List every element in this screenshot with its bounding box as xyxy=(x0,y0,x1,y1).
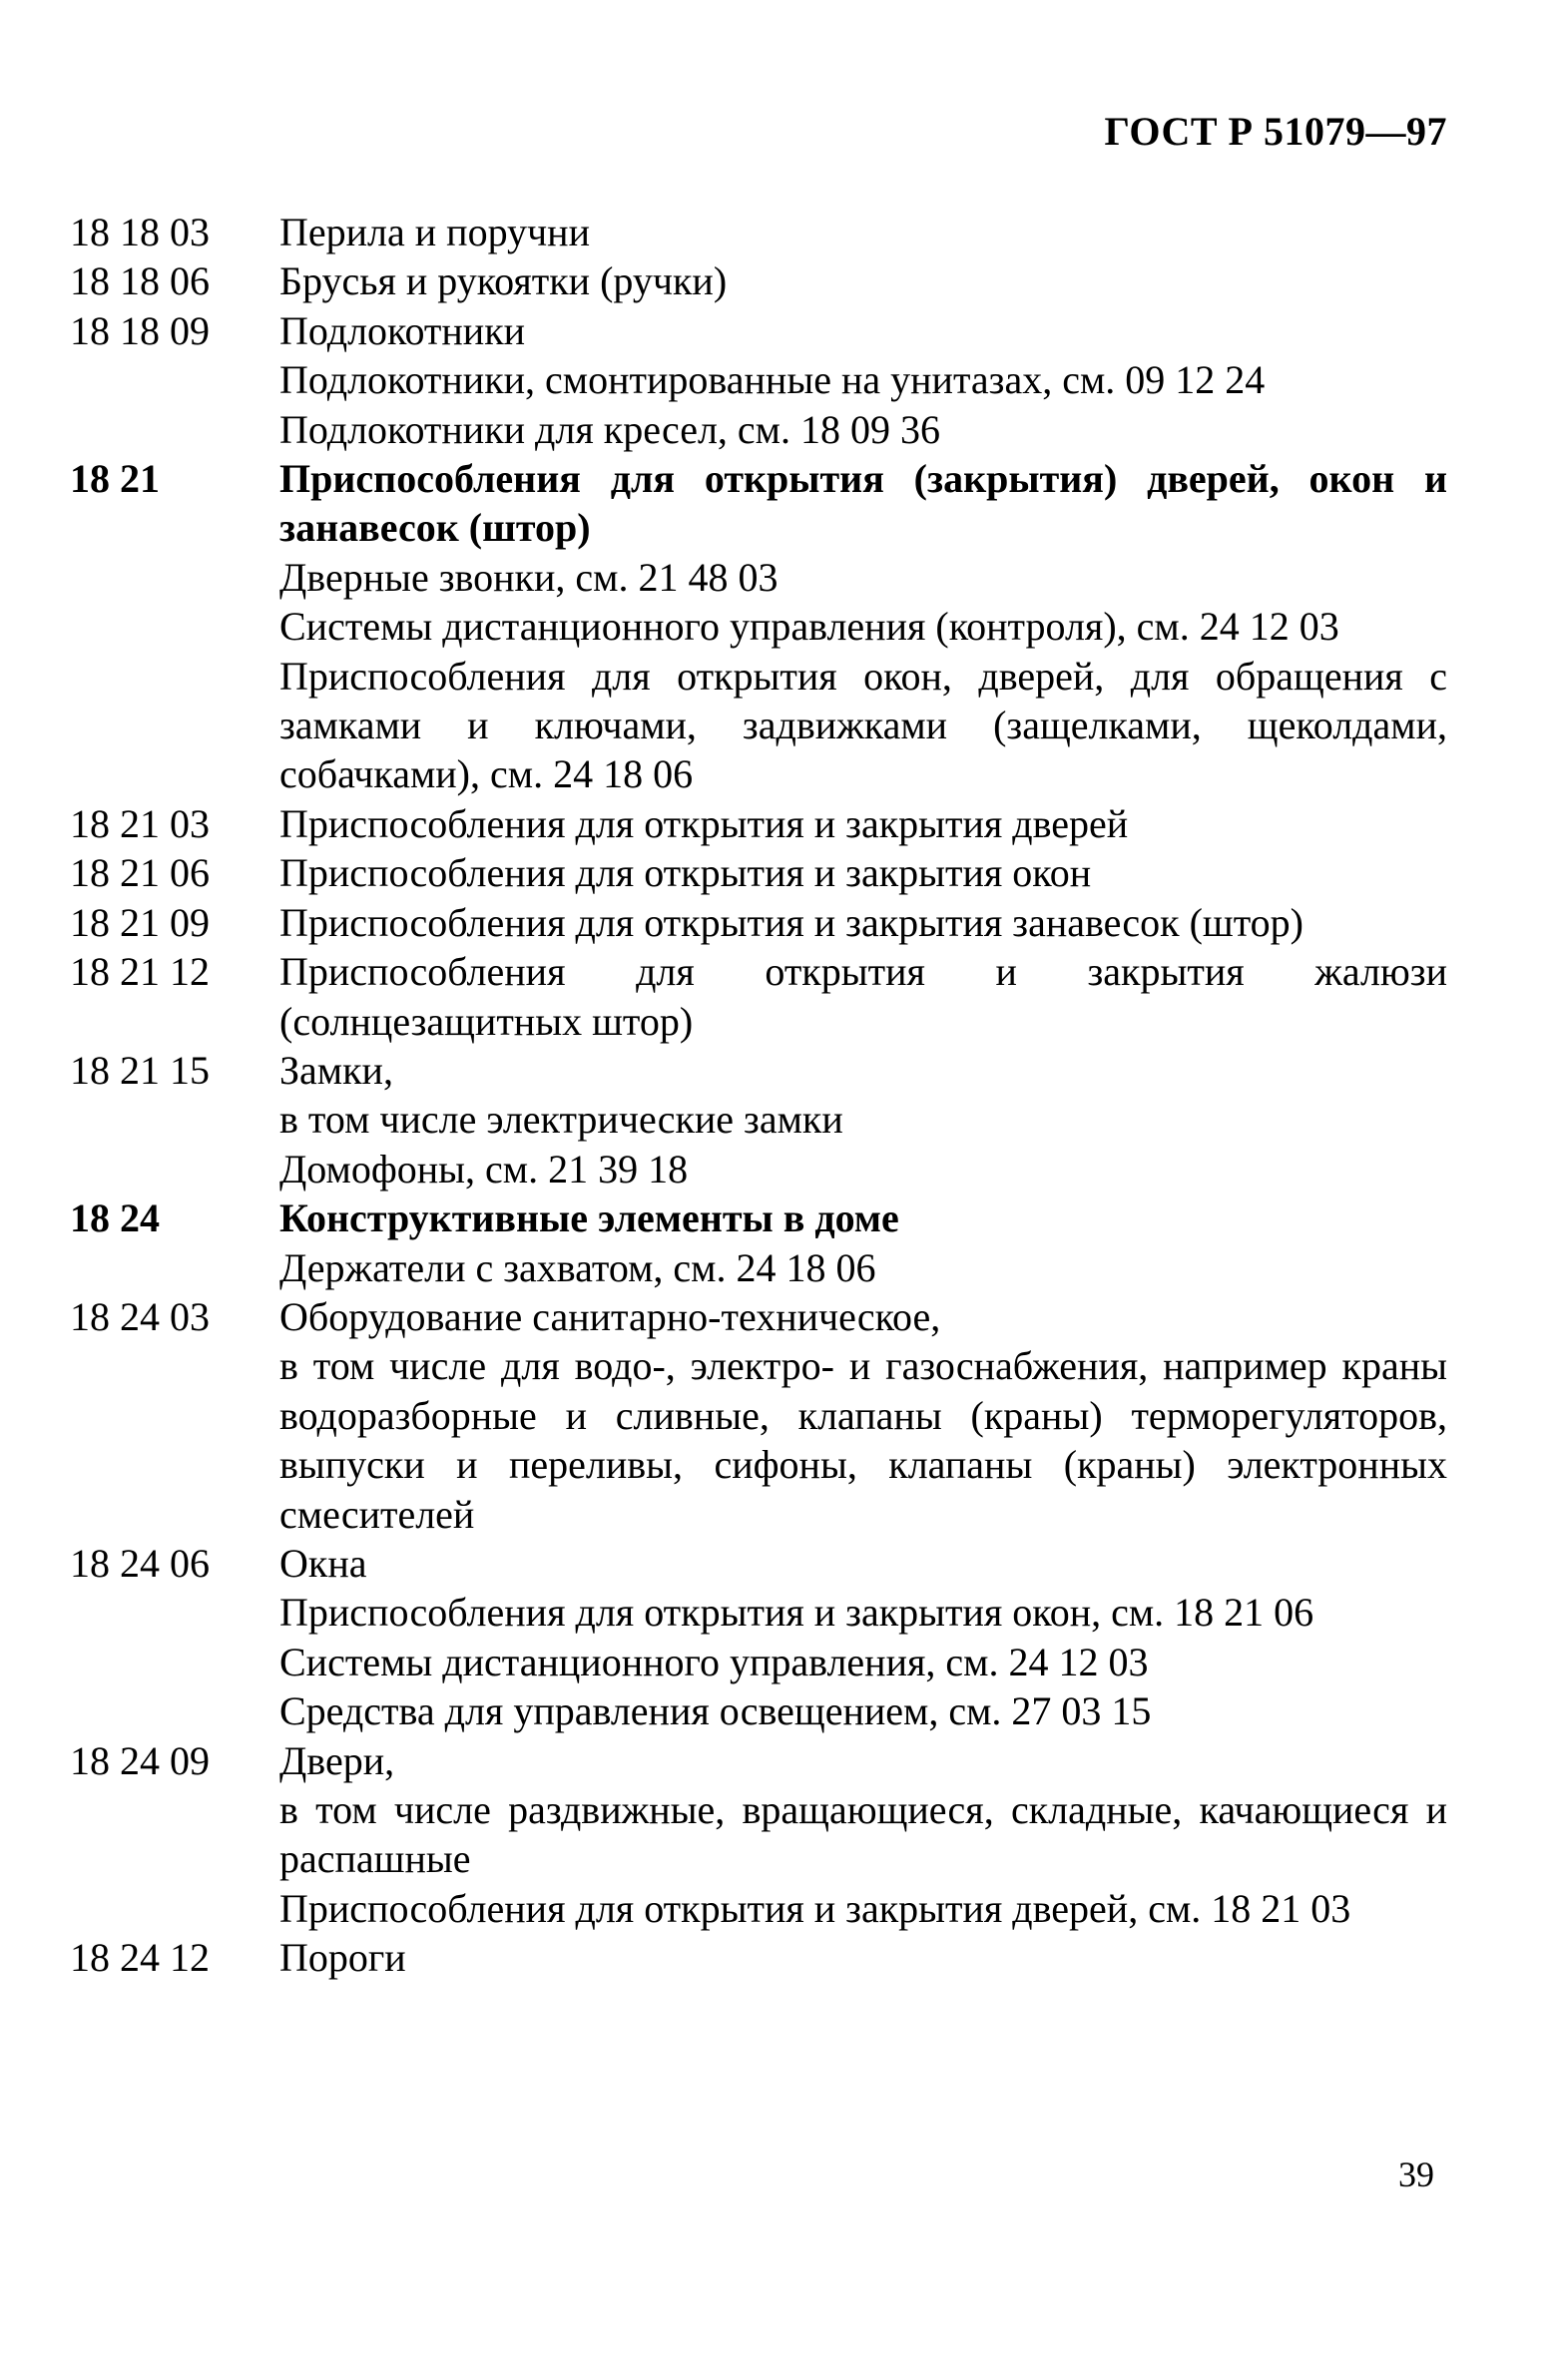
entry-line: в том числе электрические замки xyxy=(279,1097,843,1143)
entry-line: Пороги xyxy=(279,1935,406,1981)
entry-code: 18 18 09 xyxy=(70,307,210,353)
cross-reference: Домофоны, см. 21 39 18 xyxy=(279,1146,689,1191)
page-number: 39 xyxy=(1398,2154,1434,2194)
section-code: 18 24 xyxy=(70,1195,160,1241)
entry-code: 18 24 12 xyxy=(70,1935,210,1981)
entry-18-21 xyxy=(70,454,1447,799)
entry-18-24 xyxy=(70,1193,1447,1292)
entry-code: 18 24 03 xyxy=(70,1293,210,1339)
entry-content xyxy=(279,454,1447,799)
entry-content xyxy=(279,306,1447,454)
entry-code: 18 21 06 xyxy=(70,850,210,896)
entry-18-24-03 xyxy=(70,1292,1447,1539)
entry-line: Оборудование санитарно-техническое, xyxy=(279,1293,941,1339)
entry-content xyxy=(279,848,1447,897)
entry-18-24-09 xyxy=(70,1736,1447,1934)
section-code: 18 21 xyxy=(70,456,160,502)
entry-content xyxy=(279,799,1447,848)
entry-line: Замки, xyxy=(279,1047,393,1093)
section-heading: Конструктивные элементы в доме xyxy=(279,1195,899,1241)
entry-line: Приспособления для открытия и закрытия жалюзи (солнцезащитных штор) xyxy=(279,949,1447,1044)
entry-content xyxy=(279,1046,1447,1193)
entry-content xyxy=(279,1933,1447,1982)
entry-code: 18 21 03 xyxy=(70,800,210,846)
entry-line: в том числе раздвижные, вращающиеся, складные, качающиеся и распашные xyxy=(279,1787,1447,1882)
entry-line: Двери, xyxy=(279,1737,395,1783)
entry-content xyxy=(279,1539,1447,1736)
entry-18-21-06 xyxy=(70,848,1447,897)
entry-content xyxy=(279,1736,1447,1934)
entry-content xyxy=(279,1193,1447,1292)
entry-code: 18 21 15 xyxy=(70,1047,210,1093)
document-header: ГОСТ Р 51079—97 xyxy=(1104,109,1447,154)
entry-line: Перила и поручни xyxy=(279,210,590,254)
entry-code: 18 21 09 xyxy=(70,899,210,945)
entry-line: в том числе для водо-, электро- и газоснабжения, например краны водоразборные и сливные, клапаны (краны) терморегуляторов, выпуски и переливы, сифоны, клапаны (краны) электронных смесителей xyxy=(279,1343,1447,1537)
entry-line: Окна xyxy=(279,1540,367,1586)
cross-reference: Держатели с захватом, см. 24 18 06 xyxy=(279,1244,876,1290)
cross-reference: Приспособления для открытия и закрытия окон, см. 18 21 06 xyxy=(279,1590,1314,1636)
entry-content xyxy=(279,1292,1447,1539)
entry-line: Брусья и рукоятки (ручки) xyxy=(279,258,728,304)
cross-reference: Приспособления для открытия окон, дверей, для обращения с замками и ключами, задвижками (защелками, щеколдами, собачками), см. 24 18 06 xyxy=(279,653,1447,797)
entry-content xyxy=(279,208,1447,256)
classification-list xyxy=(70,208,1447,1983)
entry-code: 18 18 06 xyxy=(70,258,210,304)
section-heading: Приспособления для открытия (закрытия) дверей, окон и занавесок (штор) xyxy=(279,456,1447,551)
entry-content xyxy=(279,256,1447,305)
cross-reference: Системы дистанционного управления (контроля), см. 24 12 03 xyxy=(279,604,1339,650)
entry-18-21-03 xyxy=(70,799,1447,848)
entry-18-24-06 xyxy=(70,1539,1447,1736)
entry-line: Приспособления для открытия и закрытия окон xyxy=(279,850,1092,896)
cross-reference: Дверные звонки, см. 21 48 03 xyxy=(279,554,779,600)
cross-reference: Приспособления для открытия и закрытия дверей, см. 18 21 03 xyxy=(279,1885,1351,1931)
entry-content xyxy=(279,947,1447,1046)
entry-18-21-12 xyxy=(70,947,1447,1046)
entry-content xyxy=(279,898,1447,947)
entry-18-18-06 xyxy=(70,256,1447,305)
entry-code: 18 21 12 xyxy=(70,949,210,995)
entry-code: 18 18 03 xyxy=(70,210,210,254)
cross-reference: Системы дистанционного управления, см. 24 12 03 xyxy=(279,1639,1149,1684)
cross-reference: Подлокотники, смонтированные на унитазах, см. 09 12 24 xyxy=(279,357,1266,403)
entry-18-18-09 xyxy=(70,306,1447,454)
entry-18-21-09 xyxy=(70,898,1447,947)
cross-reference: Подлокотники для кресел, см. 18 09 36 xyxy=(279,406,940,452)
entry-line: Подлокотники xyxy=(279,307,526,353)
entry-line: Приспособления для открытия и закрытия дверей xyxy=(279,800,1129,846)
entry-code: 18 24 09 xyxy=(70,1737,210,1783)
entry-line: Приспособления для открытия и закрытия занавесок (штор) xyxy=(279,899,1303,945)
entry-18-24-12 xyxy=(70,1933,1447,1982)
cross-reference: Средства для управления освещением, см. 27 03 15 xyxy=(279,1688,1152,1734)
entry-code: 18 24 06 xyxy=(70,1540,210,1586)
entry-18-21-15 xyxy=(70,1046,1447,1193)
entry-18-18-03 xyxy=(70,208,1447,256)
